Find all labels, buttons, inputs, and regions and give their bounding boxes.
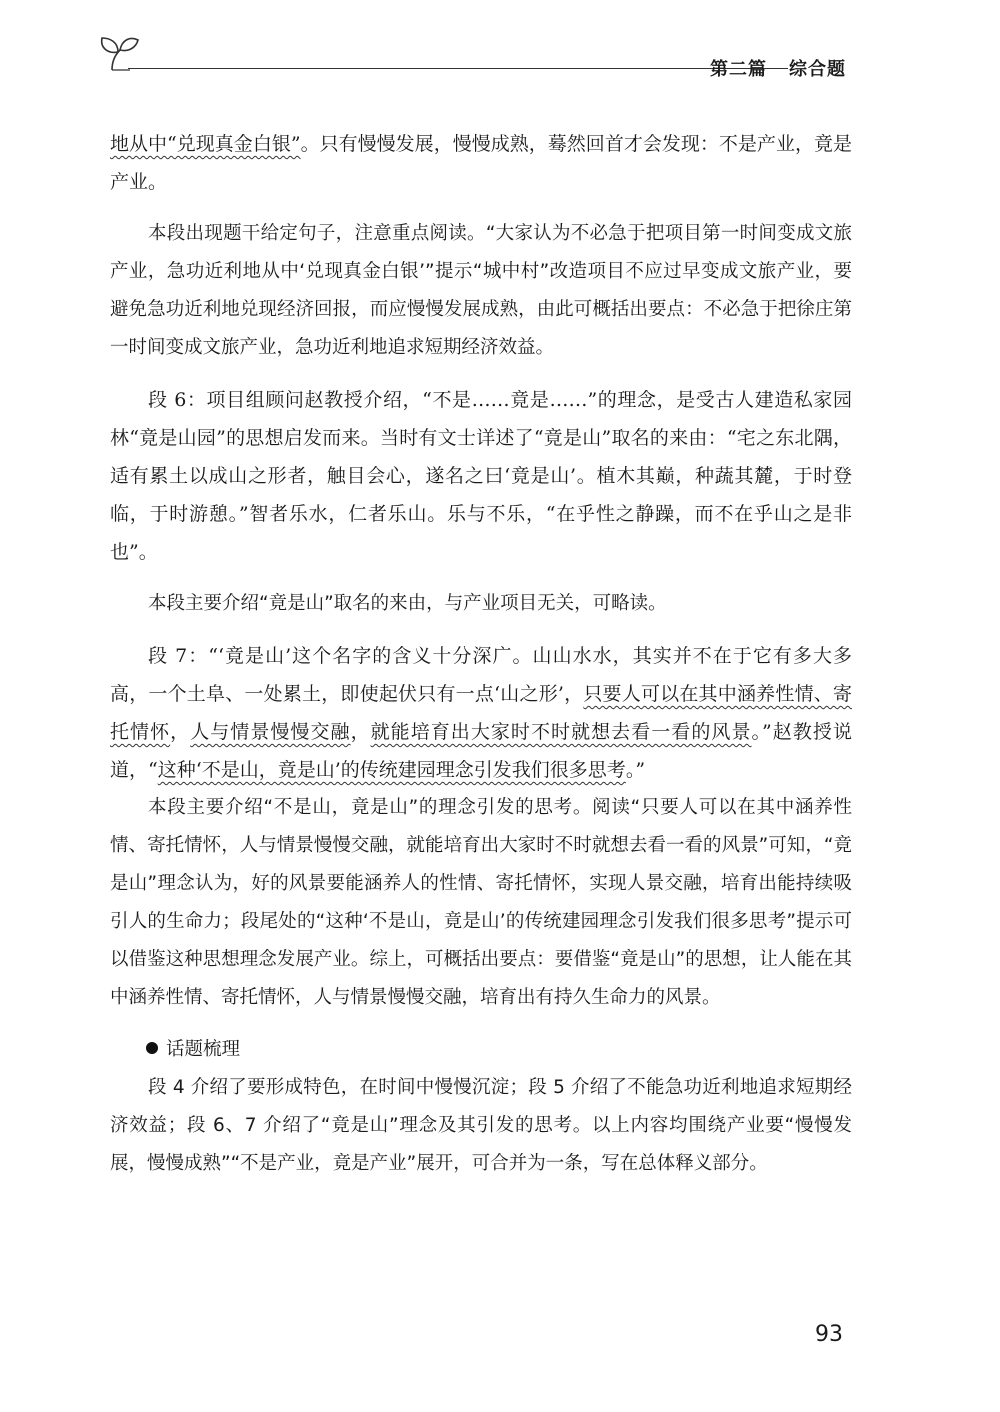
underlined-phrase-1: 只要人可以在其中涵养性情、寄托情怀 [110, 683, 852, 743]
p7-text-d: 。”赵教授说道，“ [110, 721, 852, 781]
analysis-paragraph-2: 本段主要介绍“竟是山”取名的来由，与产业项目无关，可略读。 [148, 593, 667, 614]
page-header [98, 30, 858, 80]
topic-heading [110, 1031, 852, 1069]
underlined-phrase-2: 人与情景慢慢交融 [190, 721, 351, 743]
bullet-icon [146, 1042, 158, 1054]
p7-text-e: 。” [625, 759, 646, 781]
underlined-phrase-3: 就能培育出大家时不时就想去看一看的风景 [370, 721, 752, 743]
p7-text-a: 段 7：“‘竟是山’这个名字的含义十分深广。山山水水，其实并不在于它有多大多高，一个土阜、一处累土，即使起伏只有一点‘山之形’， [110, 645, 852, 705]
part-label: 第二篇 [710, 59, 767, 80]
underlined-phrase-4: 这种‘不是山，竟是山’的传统建园理念引发我们很多思考 [157, 759, 626, 781]
header-rule [128, 68, 788, 69]
p7-text-b: ， [170, 721, 191, 743]
paragraph-1-text: 。只有慢慢发展，慢慢成熟，蓦然回首才会发现：不是产业，竟是产业。 [110, 133, 852, 193]
header-title [710, 55, 846, 81]
underlined-quote: 地从中“兑现真金白银” [110, 133, 301, 155]
topic-heading-label: 话题梳理 [166, 1039, 241, 1060]
section-label: 综合题 [789, 59, 846, 80]
paragraph-1 [110, 125, 852, 201]
source-paragraph-6: 段 6：项目组顾问赵教授介绍，“不是……竟是……”的理念，是受古人建造私家园林“竟是山园”的思想启发而来。当时有文士详述了“竟是山”取名的来由：“宅之东北隅，适有累土以成山之形者，触目会心，遂名之曰‘竟是山’。植木其巅，种蔬其麓，于时登临，于时游憩。”智者乐水，仁者乐山。乐与不乐，“在乎性之静躁，而不在乎山之是非也”。 [110, 389, 852, 563]
page-body [110, 125, 852, 1183]
p7-text-c: ， [350, 721, 371, 743]
summary-paragraph: 段 4 介绍了要形成特色，在时间中慢慢沉淀；段 5 介绍了不能急功近利地追求短期经济效益；段 6、7 介绍了“竟是山”理念及其引发的思考。以上内容均围绕产业要“慢慢发展，慢慢成熟”“不是产业，竟是产业”展开，可合并为一条，写在总体释义部分。 [110, 1077, 852, 1174]
source-paragraph-7 [110, 637, 852, 789]
analysis-paragraph-3: 本段主要介绍“不是山，竟是山”的理念引发的思考。阅读“只要人可以在其中涵养性情、寄托情怀，人与情景慢慢交融，就能培育出大家时不时就想去看一看的风景”可知，“竟是山”理念认为，好的风景要能涵养人的性情、寄托情怀，实现人景交融，培育出能持续吸引人的生命力；段尾处的“这种‘不是山，竟是山’的传统建园理念引发我们很多思考”提示可以借鉴这种思想理念发展产业。综上，可概括出要点：要借鉴“竟是山”的思想，让人能在其中涵养性情、寄托情怀，人与情景慢慢交融，培育出有持久生命力的风景。 [110, 797, 852, 1008]
page-number: 93 [815, 1322, 843, 1347]
sprout-icon [98, 32, 142, 72]
analysis-paragraph-1: 本段出现题干给定句子，注意重点阅读。“大家认为不必急于把项目第一时间变成文旅产业，急功近利地从中‘兑现真金白银’”提示“城中村”改造项目不应过早变成文旅产业，要避免急功近利地兑现经济回报，而应慢慢发展成熟，由此可概括出要点：不必急于把徐庄第一时间变成文旅产业，急功近利地追求短期经济效益。 [110, 223, 852, 358]
